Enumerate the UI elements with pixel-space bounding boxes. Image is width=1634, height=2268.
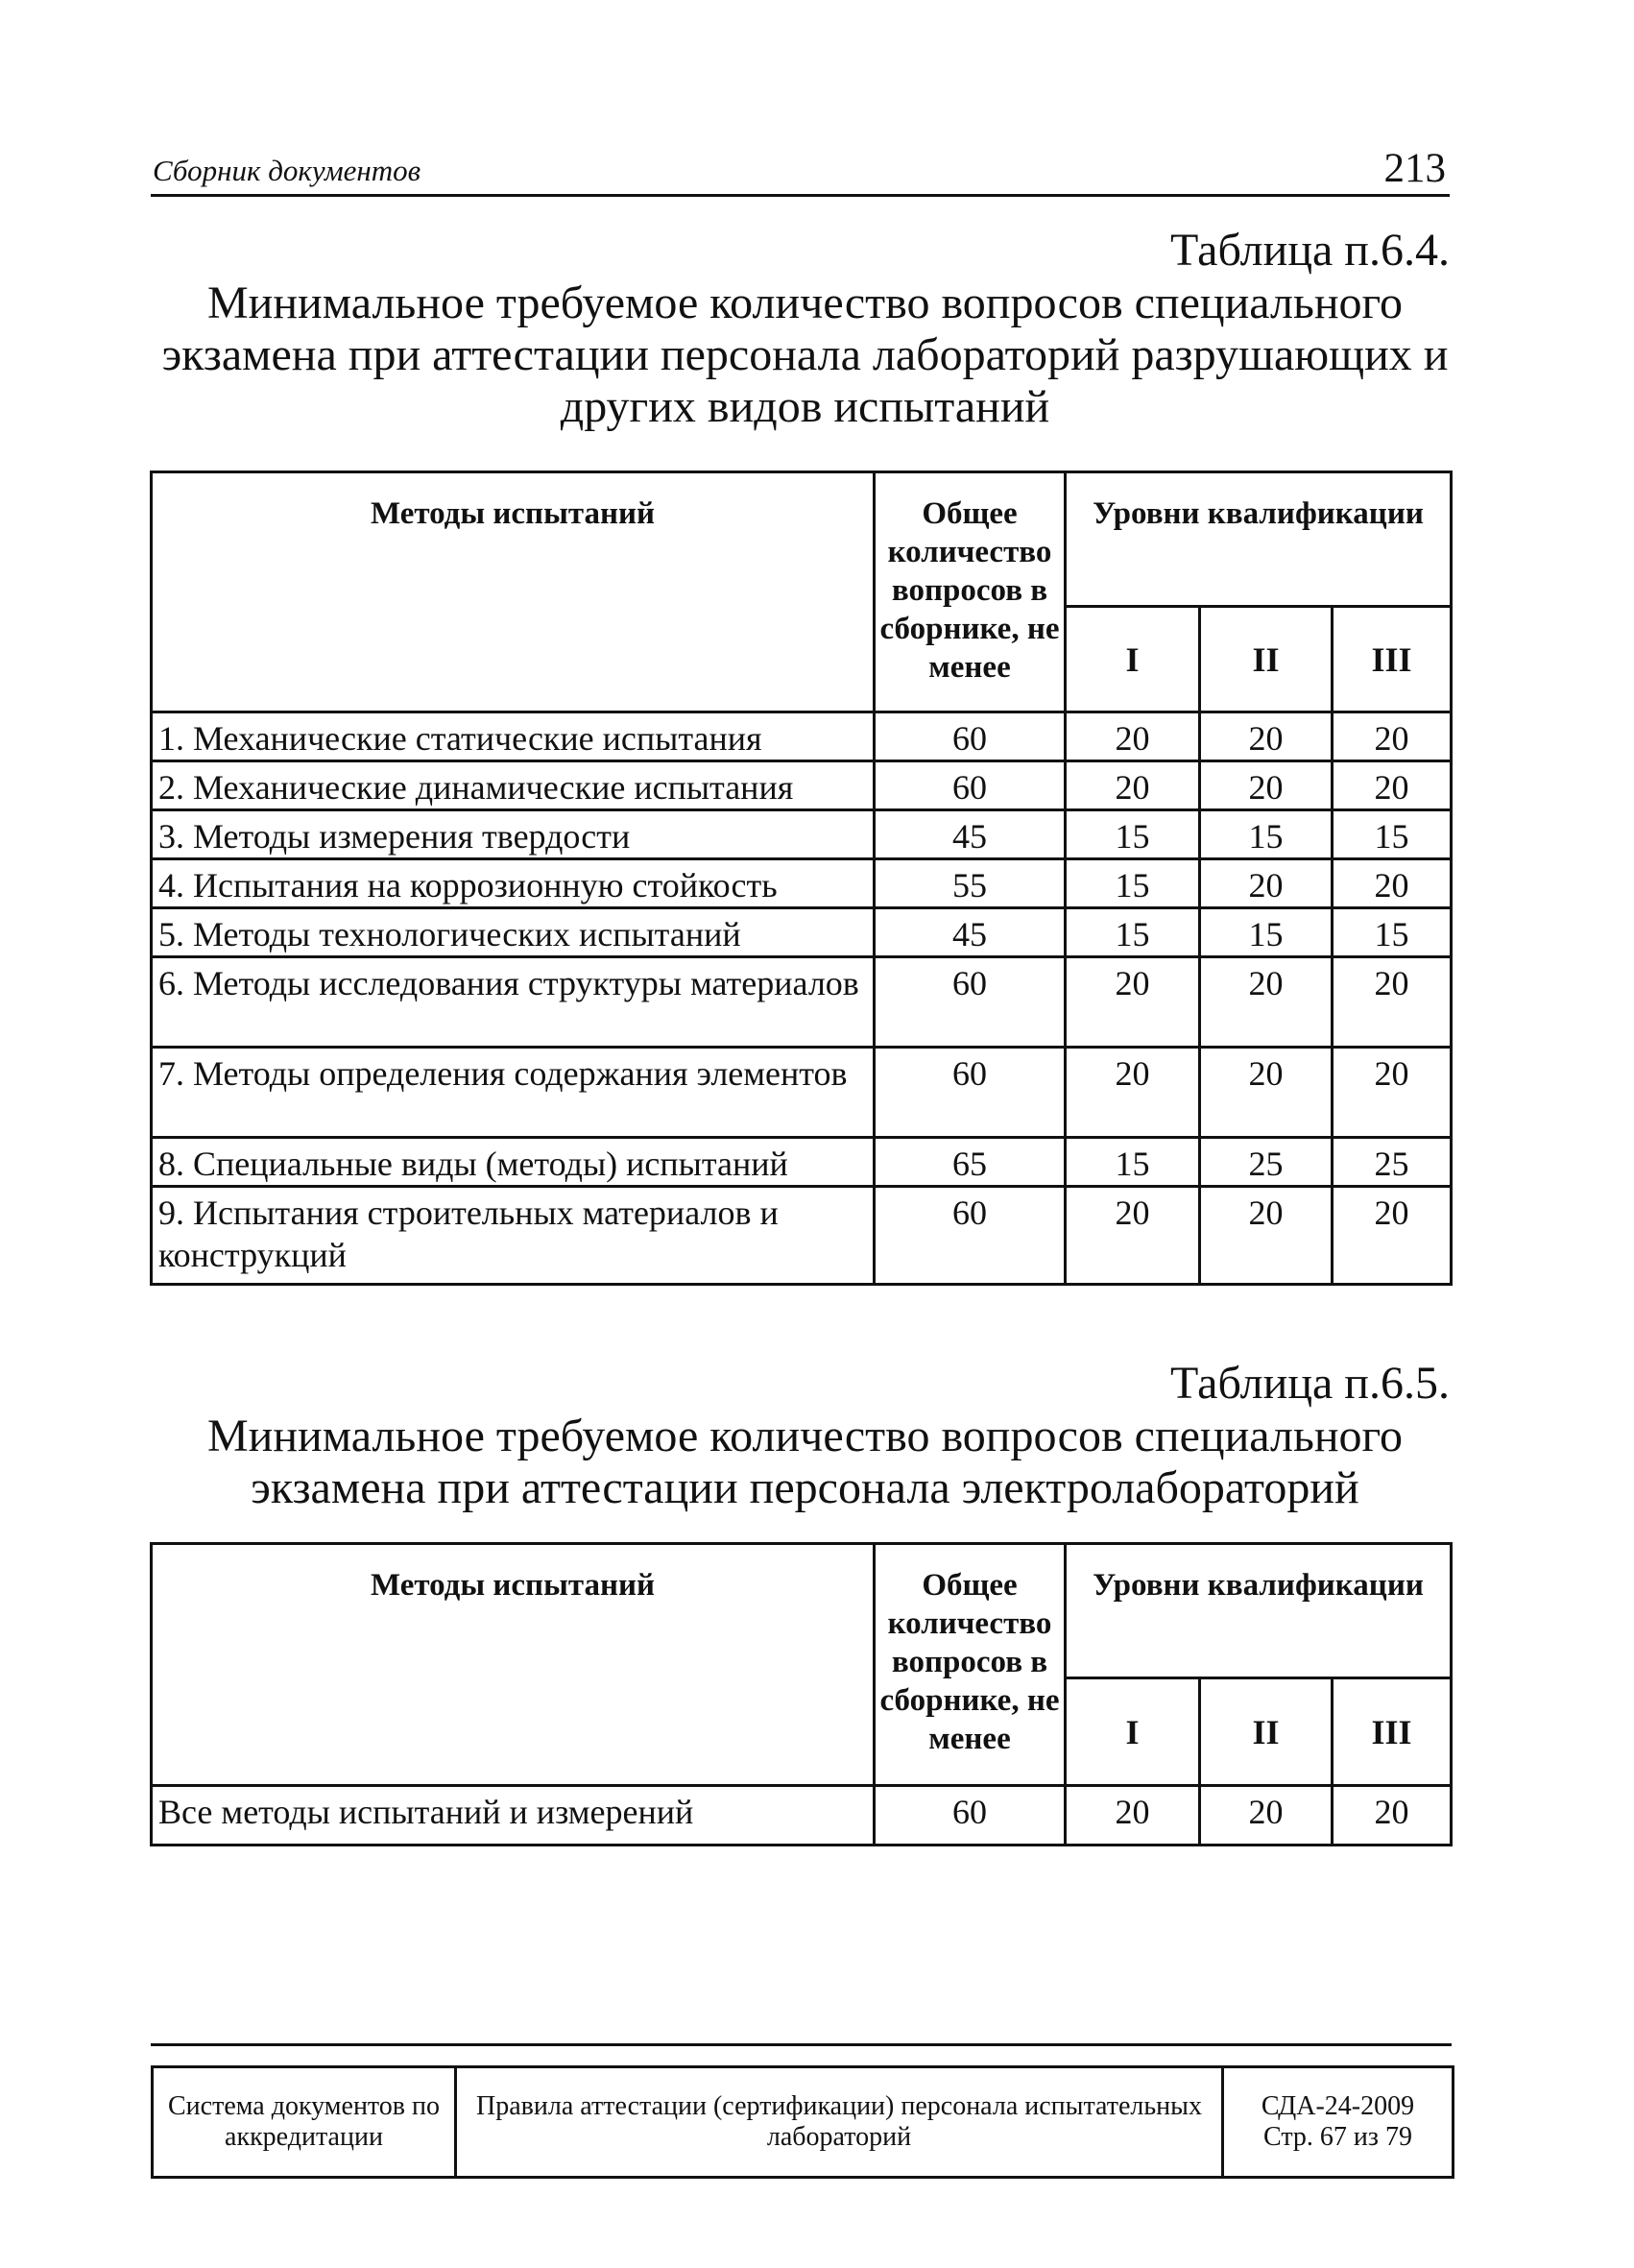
level-3-cell: 20 [1333, 761, 1452, 810]
page-number: 213 [1383, 146, 1446, 191]
level-3-cell: 20 [1333, 1048, 1452, 1138]
level-3-cell: 20 [1333, 1786, 1452, 1846]
footer-code-cell [1223, 2067, 1454, 2178]
level-3-cell: 20 [1333, 1187, 1452, 1285]
header-methods: Методы испытаний [152, 472, 875, 712]
table-row [152, 1187, 1452, 1285]
table-row [152, 810, 1452, 859]
header-qualification-levels: Уровни квалификации [1066, 472, 1452, 607]
document-footer [151, 2065, 1454, 2179]
level-1-cell: 20 [1066, 1048, 1200, 1138]
level-3-cell: 25 [1333, 1138, 1452, 1187]
level-3-cell: 20 [1333, 712, 1452, 761]
total-cell: 60 [875, 1786, 1066, 1846]
table-row [152, 1048, 1452, 1138]
method-cell: 5. Методы технологических испытаний [152, 908, 875, 957]
level-1-cell: 15 [1066, 1138, 1200, 1187]
level-1-cell: 15 [1066, 859, 1200, 908]
table-2-caption [151, 1359, 1450, 1514]
table-row [152, 712, 1452, 761]
table-1-caption [151, 226, 1450, 433]
total-cell: 45 [875, 908, 1066, 957]
table-2 [150, 1542, 1453, 1846]
table-row [152, 1138, 1452, 1187]
total-cell: 60 [875, 761, 1066, 810]
table-1 [150, 470, 1453, 1286]
table-row [152, 908, 1452, 957]
running-head [151, 144, 1450, 197]
running-head-title: Сборник документов [153, 154, 421, 187]
total-cell: 65 [875, 1138, 1066, 1187]
footer-page: Стр. 67 из 79 [1263, 2122, 1412, 2152]
level-2-cell: 20 [1200, 712, 1333, 761]
level-1-cell: 20 [1066, 761, 1200, 810]
method-cell: 3. Методы измерения твердости [152, 810, 875, 859]
table-2-title: Минимальное требуемое количество вопросов специального экзамена при аттестации персонала электролабораторий [206, 1411, 1404, 1513]
level-2-cell: 15 [1200, 810, 1333, 859]
header-methods: Методы испытаний [152, 1544, 875, 1786]
level-2-cell: 20 [1200, 1187, 1333, 1285]
header-level-3: III [1333, 1678, 1452, 1786]
level-1-cell: 20 [1066, 712, 1200, 761]
footer-document-title: Правила аттестации (сертификации) персонала испытательных лабораторий [456, 2067, 1223, 2178]
header-total-questions: Общее количество вопросов в сборнике, не менее [875, 1544, 1066, 1786]
level-2-cell: 20 [1200, 1786, 1333, 1846]
total-cell: 60 [875, 1187, 1066, 1285]
header-total-questions: Общее количество вопросов в сборнике, не менее [875, 472, 1066, 712]
level-2-cell: 25 [1200, 1138, 1333, 1187]
level-1-cell: 20 [1066, 1187, 1200, 1285]
level-2-cell: 20 [1200, 859, 1333, 908]
total-cell: 60 [875, 957, 1066, 1048]
total-cell: 45 [875, 810, 1066, 859]
table-1-number: Таблица п.6.4. [1170, 225, 1450, 276]
level-1-cell: 15 [1066, 810, 1200, 859]
header-qualification-levels: Уровни квалификации [1066, 1544, 1452, 1678]
method-cell: 9. Испытания строительных материалов и конструкций [152, 1187, 875, 1285]
header-level-2: II [1200, 607, 1333, 712]
table-row [152, 761, 1452, 810]
method-cell: 2. Механические динамические испытания [152, 761, 875, 810]
header-level-1: I [1066, 1678, 1200, 1786]
table-2-number: Таблица п.6.5. [1170, 1358, 1450, 1409]
level-3-cell: 15 [1333, 908, 1452, 957]
header-level-3: III [1333, 607, 1452, 712]
level-3-cell: 15 [1333, 810, 1452, 859]
total-cell: 55 [875, 859, 1066, 908]
footer-doc-code: СДА-24-2009 [1261, 2091, 1415, 2121]
level-2-cell: 20 [1200, 957, 1333, 1048]
level-1-cell: 20 [1066, 957, 1200, 1048]
table-row [152, 859, 1452, 908]
total-cell: 60 [875, 1048, 1066, 1138]
method-cell: Все методы испытаний и измерений [152, 1786, 875, 1846]
header-level-2: II [1200, 1678, 1333, 1786]
method-cell: 1. Механические статические испытания [152, 712, 875, 761]
header-level-1: I [1066, 607, 1200, 712]
table-row [152, 1786, 1452, 1846]
total-cell: 60 [875, 712, 1066, 761]
level-2-cell: 20 [1200, 1048, 1333, 1138]
footer-system: Система документов по аккредитации [153, 2067, 456, 2178]
level-2-cell: 15 [1200, 908, 1333, 957]
level-2-cell: 20 [1200, 761, 1333, 810]
method-cell: 6. Методы исследования структуры материалов [152, 957, 875, 1048]
footer-rule [151, 2043, 1452, 2046]
table-row [152, 957, 1452, 1048]
method-cell: 4. Испытания на коррозионную стойкость [152, 859, 875, 908]
level-3-cell: 20 [1333, 859, 1452, 908]
method-cell: 7. Методы определения содержания элементов [152, 1048, 875, 1138]
level-1-cell: 20 [1066, 1786, 1200, 1846]
method-cell: 8. Специальные виды (методы) испытаний [152, 1138, 875, 1187]
table-1-title: Минимальное требуемое количество вопросов специального экзамена при аттестации персонала лабораторий разрушающих и других видов испытаний [161, 277, 1449, 432]
level-3-cell: 20 [1333, 957, 1452, 1048]
level-1-cell: 15 [1066, 908, 1200, 957]
